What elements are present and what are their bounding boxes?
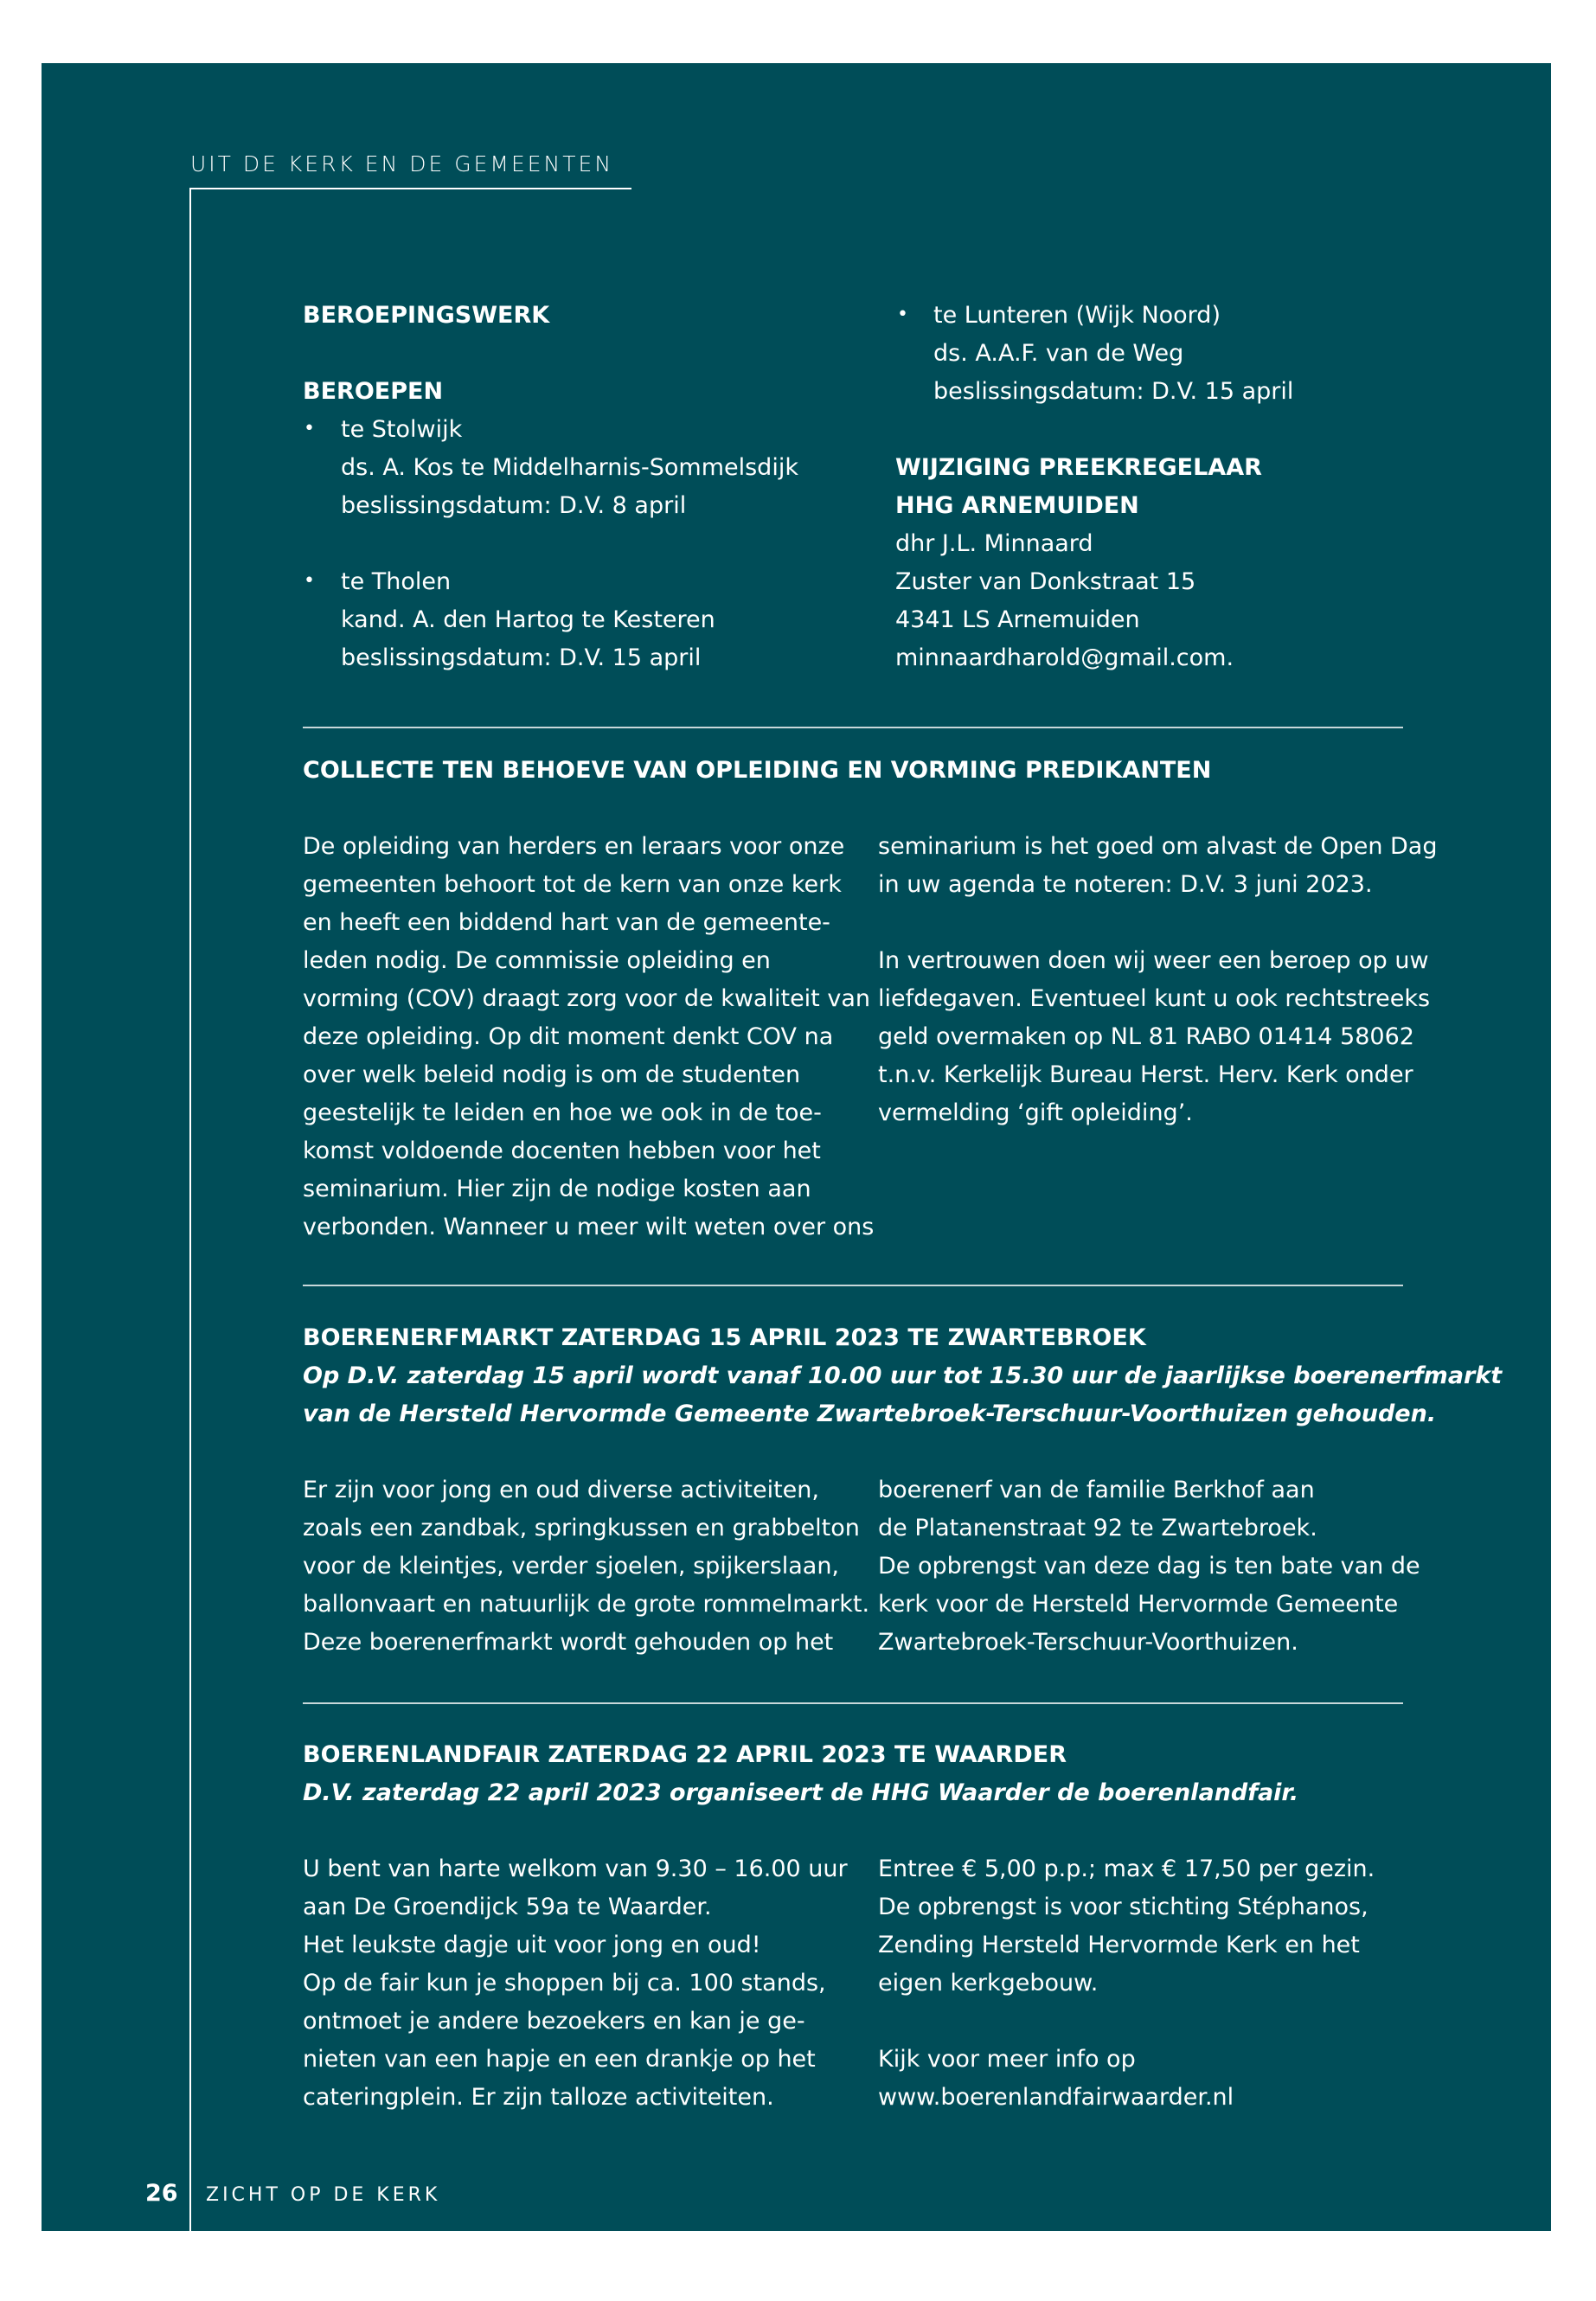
margin-rule xyxy=(189,188,191,2234)
beroep-who: ds. A. Kos te Middelharnis-Sommelsdijk xyxy=(341,454,798,481)
paragraph-line: Zending Hersteld Hervormde Kerk en het xyxy=(878,1932,1360,1958)
paragraph-line: de Platanenstraat 92 te Zwartebroek. xyxy=(878,1515,1317,1541)
wijziging-line: 4341 LS Arnemuiden xyxy=(895,606,1140,633)
paragraph-line: aan De Groendijck 59a te Waarder. xyxy=(303,1894,712,1920)
paragraph-line: liefdegaven. Eventueel kunt u ook rechtstreeks xyxy=(878,985,1431,1012)
paragraph-line: deze opleiding. Op dit moment denkt COV na xyxy=(303,1023,834,1050)
bullet-icon: • xyxy=(304,418,315,439)
paragraph-line: verbonden. Wanneer u meer wilt weten over ons xyxy=(303,1214,875,1240)
beroep-place: te Tholen xyxy=(341,568,452,595)
boerenerfmarkt-intro: van de Hersteld Hervormde Gemeente Zwartebroek-Terschuur-Voorthuizen gehouden. xyxy=(303,1400,1437,1427)
paragraph-line: nieten van een hapje en een drankje op het xyxy=(303,2046,816,2073)
paragraph-line: eigen kerkgebouw. xyxy=(878,1970,1099,1997)
beroep-who: kand. A. den Hartog te Kesteren xyxy=(341,606,715,633)
paragraph-line: boerenerf van de familie Berkhof aan xyxy=(878,1477,1315,1503)
paragraph-line: in uw agenda te noteren: D.V. 3 juni 2023. xyxy=(878,871,1373,898)
wijziging-line: dhr J.L. Minnaard xyxy=(895,530,1093,557)
bullet-icon: • xyxy=(304,570,315,592)
boerenerfmarkt-intro: Op D.V. zaterdag 15 april wordt vanaf 10.00 uur tot 15.30 uur de jaarlijkse boerenerfmarkt xyxy=(303,1362,1503,1389)
beroepen-heading: BEROEPEN xyxy=(303,378,444,405)
collecte-heading: COLLECTE TEN BEHOEVE VAN OPLEIDING EN VORMING PREDIKANTEN xyxy=(303,757,1212,784)
paragraph-line: over welk beleid nodig is om de studenten xyxy=(303,1061,801,1088)
beroep-who: ds. A.A.F. van de Weg xyxy=(933,340,1184,367)
beroep-date: beslissingsdatum: D.V. 8 april xyxy=(341,492,687,519)
section-title: UIT DE KERK EN DE GEMEENTEN xyxy=(190,151,614,176)
beroep-date: beslissingsdatum: D.V. 15 april xyxy=(341,644,702,671)
paragraph-line: leden nodig. De commissie opleiding en xyxy=(303,947,771,974)
paragraph-line: Kijk voor meer info op xyxy=(878,2046,1136,2073)
section-rule xyxy=(190,188,631,189)
paragraph-line: De opbrengst is voor stichting Stéphanos, xyxy=(878,1894,1368,1920)
divider xyxy=(303,1285,1403,1286)
paragraph-line: cateringplein. Er zijn talloze activiteiten. xyxy=(303,2084,774,2111)
paragraph-line: en heeft een biddend hart van de gemeente- xyxy=(303,909,830,936)
paragraph-line: geestelijk te leiden en hoe we ook in de toe- xyxy=(303,1099,822,1126)
beroepingswerk-heading: BEROEPINGSWERK xyxy=(303,302,550,329)
paragraph-line: voor de kleintjes, verder sjoelen, spijkerslaan, xyxy=(303,1553,840,1580)
boerenlandfair-heading: BOERENLANDFAIR ZATERDAG 22 APRIL 2023 TE WAARDER xyxy=(303,1741,1067,1768)
website-link[interactable]: www.boerenlandfairwaarder.nl xyxy=(878,2084,1234,2111)
wijziging-line: Zuster van Donkstraat 15 xyxy=(895,568,1196,595)
magazine-name: ZICHT OP DE KERK xyxy=(206,2184,441,2206)
paragraph-line: ballonvaart en natuurlijk de grote rommelmarkt. xyxy=(303,1591,870,1618)
paragraph-line: Entree € 5,00 p.p.; max € 17,50 per gezin. xyxy=(878,1856,1375,1882)
divider xyxy=(303,1702,1403,1704)
paragraph-line: komst voldoende docenten hebben voor het xyxy=(303,1138,821,1164)
paragraph-line: seminarium. Hier zijn de nodige kosten aan xyxy=(303,1176,811,1202)
paragraph-line: t.n.v. Kerkelijk Bureau Herst. Herv. Kerk onder xyxy=(878,1061,1413,1088)
paragraph-line: gemeenten behoort tot de kern van onze kerk xyxy=(303,871,842,898)
paragraph-line: De opbrengst van deze dag is ten bate van de xyxy=(878,1553,1420,1580)
paragraph-line: vermelding ‘gift opleiding’. xyxy=(878,1099,1193,1126)
boerenerfmarkt-heading: BOERENERFMARKT ZATERDAG 15 APRIL 2023 TE ZWARTEBROEK xyxy=(303,1324,1146,1351)
boerenlandfair-intro: D.V. zaterdag 22 april 2023 organiseert de HHG Waarder de boerenlandfair. xyxy=(303,1779,1299,1806)
page-number: 26 xyxy=(145,2180,178,2207)
paragraph-line: Zwartebroek-Terschuur-Voorthuizen. xyxy=(878,1629,1298,1656)
beroep-date: beslissingsdatum: D.V. 15 april xyxy=(933,378,1294,405)
paragraph-line: In vertrouwen doen wij weer een beroep op uw xyxy=(878,947,1429,974)
paragraph-line: ontmoet je andere bezoekers en kan je ge- xyxy=(303,2008,805,2035)
paragraph-line: Deze boerenerfmarkt wordt gehouden op het xyxy=(303,1629,834,1656)
paragraph-line: seminarium is het goed om alvast de Open Dag xyxy=(878,833,1438,860)
paragraph-line: U bent van harte welkom van 9.30 – 16.00 uur xyxy=(303,1856,848,1882)
paragraph-line: kerk voor de Hersteld Hervormde Gemeente xyxy=(878,1591,1399,1618)
paragraph-line: Er zijn voor jong en oud diverse activiteiten, xyxy=(303,1477,819,1503)
paragraph-line: zoals een zandbak, springkussen en grabbelton xyxy=(303,1515,860,1541)
beroep-place: te Stolwijk xyxy=(341,416,463,443)
bullet-icon: • xyxy=(897,304,908,325)
paragraph-line: De opleiding van herders en leraars voor onze xyxy=(303,833,845,860)
wijziging-subheading: HHG ARNEMUIDEN xyxy=(895,492,1139,519)
paragraph-line: geld overmaken op NL 81 RABO 01414 58062 xyxy=(878,1023,1414,1050)
beroep-place: te Lunteren (Wijk Noord) xyxy=(933,302,1221,329)
wijziging-email: minnaardharold@gmail.com. xyxy=(895,644,1234,671)
paragraph-line: Op de fair kun je shoppen bij ca. 100 stands, xyxy=(303,1970,826,1997)
paragraph-line: Het leukste dagje uit voor jong en oud! xyxy=(303,1932,761,1958)
paragraph-line: vorming (COV) draagt zorg voor de kwaliteit van xyxy=(303,985,870,1012)
divider xyxy=(303,727,1403,728)
wijziging-heading: WIJZIGING PREEKREGELAAR xyxy=(895,454,1262,481)
